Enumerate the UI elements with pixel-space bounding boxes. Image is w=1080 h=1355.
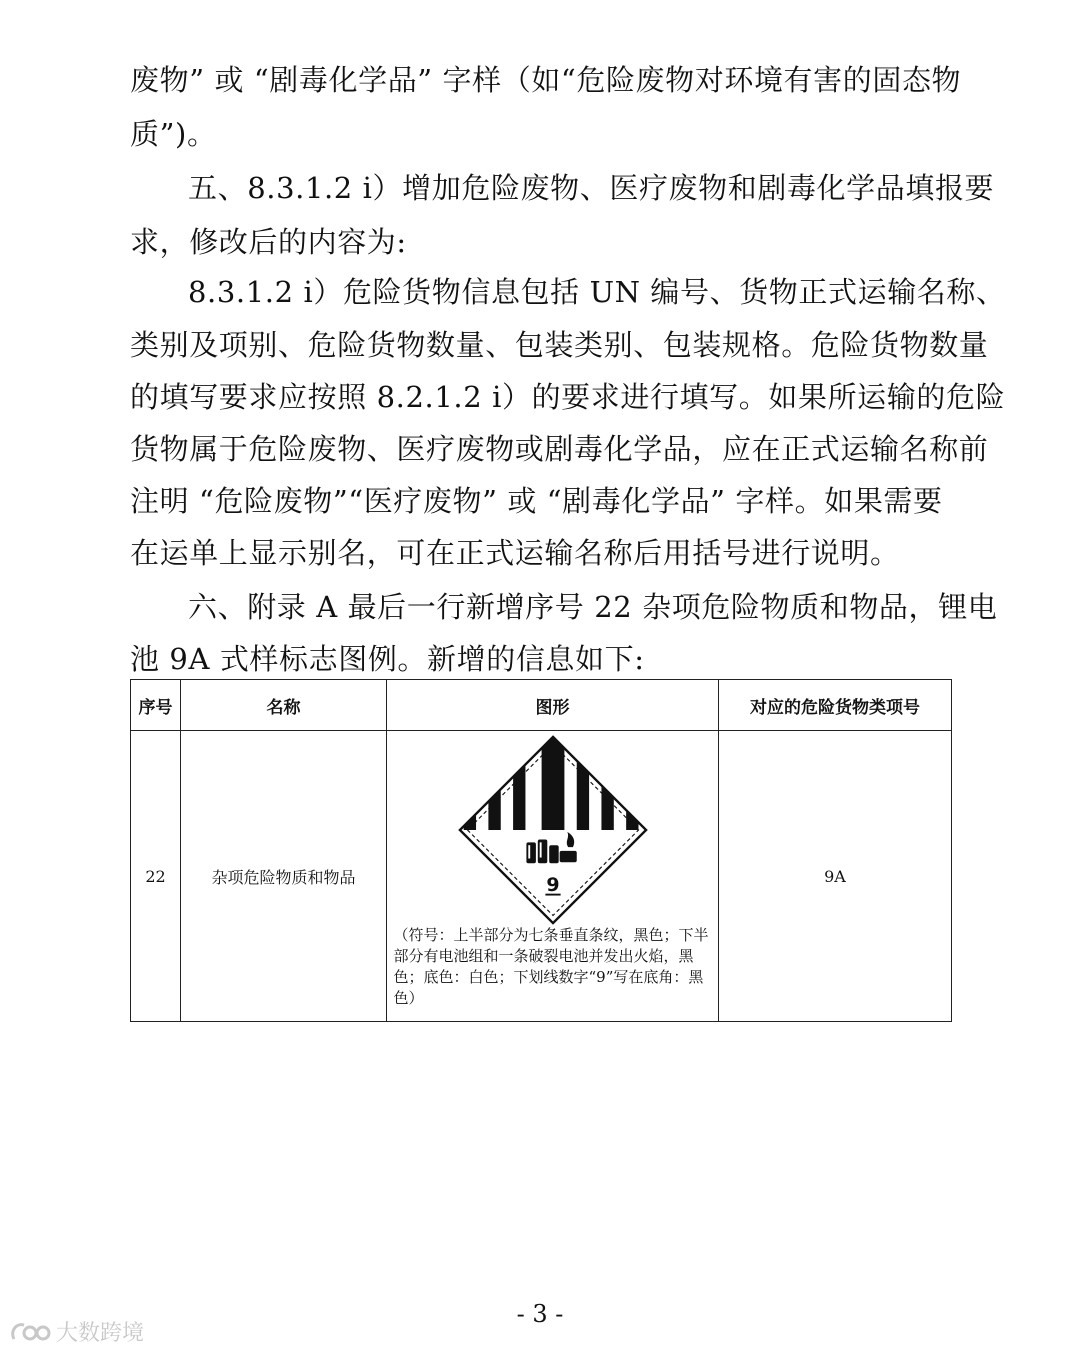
table-row xyxy=(131,731,952,1022)
paragraph-line: 池 9A 式样标志图例。新增的信息如下: xyxy=(130,642,645,676)
paragraph-line: 货物属于危险废物、医疗废物或剧毒化学品，应在正式运输名称前 xyxy=(130,432,989,466)
paragraph-line: 五、8.3.1.2 i）增加危险废物、医疗废物和剧毒化学品填报要 xyxy=(188,171,995,205)
paragraph-line: 类别及项别、危险货物数量、包装类别、包装规格。危险货物数量 xyxy=(130,328,989,362)
header-class-code: 对应的危险货物类项号 xyxy=(719,680,952,731)
paragraph-line: 质”)。 xyxy=(130,117,217,151)
figure-description: （符号：上半部分为七条垂直条纹，黑色；下半部分有电池组和一条破裂电池并发出火焰，黑色；底色：白色；下划线数字“9”写在底角：黑色） xyxy=(393,926,709,1007)
paragraph-line: 注明 “危险废物”“医疗废物” 或 “剧毒化学品” 字样。如果需要 xyxy=(130,484,943,518)
paragraph-line: 六、附录 A 最后一行新增序号 22 杂项危险物质和物品，锂电 xyxy=(188,590,998,624)
watermark xyxy=(8,1316,144,1347)
table-header-row xyxy=(131,680,952,731)
cell-figure xyxy=(387,731,719,1022)
page-number: - 3 - xyxy=(516,1300,564,1328)
header-figure: 图形 xyxy=(387,680,719,731)
paragraph-line: 在运单上显示别名，可在正式运输名称后用括号进行说明。 xyxy=(130,536,900,570)
label-digit: 9 xyxy=(545,873,560,896)
paragraph-line: 求，修改后的内容为: xyxy=(130,225,407,259)
appendix-table xyxy=(130,679,952,1022)
watermark-logo-icon xyxy=(8,1317,52,1347)
paragraph-line: 的填写要求应按照 8.2.1.2 i）的要求进行填写。如果所运输的危险 xyxy=(130,380,1006,414)
header-name: 名称 xyxy=(181,680,387,731)
paragraph-line: 废物” 或 “剧毒化学品” 字样（如“危险废物对环境有害的固态物 xyxy=(130,63,962,97)
class-9a-lithium-battery-label-icon xyxy=(458,735,648,925)
paragraph-line: 8.3.1.2 i）危险货物信息包括 UN 编号、货物正式运输名称、 xyxy=(188,275,1006,309)
header-number: 序号 xyxy=(131,680,181,731)
watermark-text: 大数跨境 xyxy=(56,1321,145,1346)
cell-number: 22 xyxy=(131,731,181,1022)
cell-name: 杂项危险物质和物品 xyxy=(181,731,387,1022)
cell-class-code: 9A xyxy=(719,731,952,1022)
